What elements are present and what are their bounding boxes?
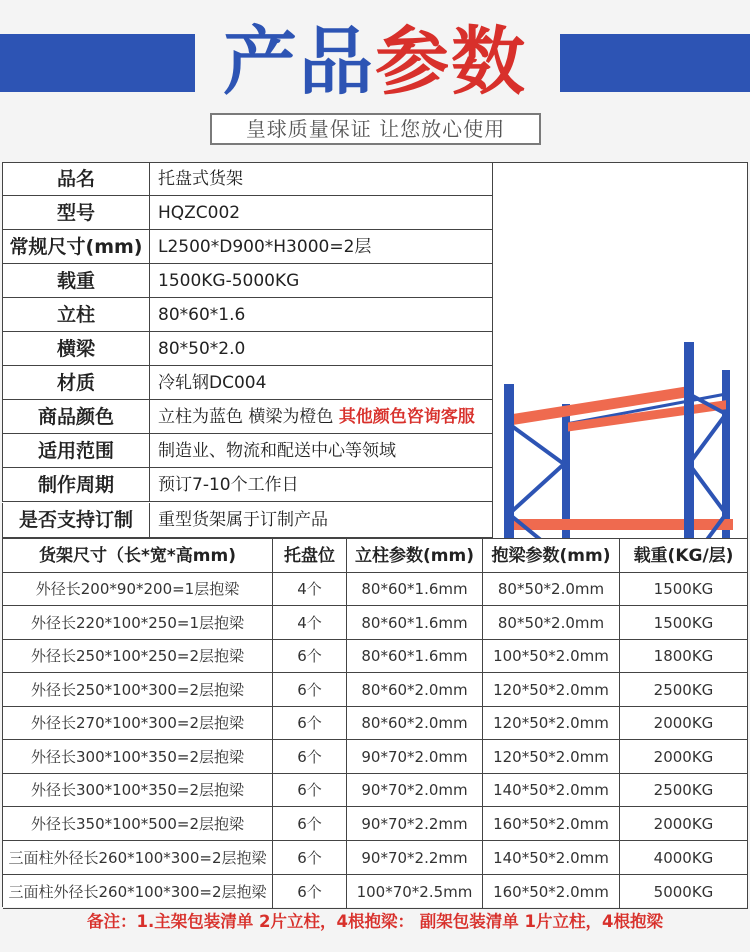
spec-row [2,400,492,434]
table-row [3,606,748,640]
spec-value [158,196,240,229]
page-title [200,14,550,110]
cell-size: 外径长250*100*250=2层抱梁 [3,640,273,672]
spec-label: 是否支持订制 [2,503,150,537]
spec-row [2,468,492,502]
spec-row [2,298,492,332]
cell-beam: 80*50*2.0mm [483,606,620,639]
cell-size: 外径长270*100*300=2层抱梁 [3,707,273,739]
table-row [3,841,748,875]
spec-value [158,264,299,297]
cell-size: 外径长250*100*300=2层抱梁 [3,673,273,706]
size-table-header [3,539,748,573]
spec-value [158,366,266,399]
spec-value [158,468,299,501]
spec-divider [492,162,493,538]
cell-pallet: 6个 [273,774,347,806]
spec-label: 制作周期 [2,468,150,501]
cell-beam: 120*50*2.0mm [483,740,620,773]
cell-beam: 120*50*2.0mm [483,673,620,706]
cell-pallet: 6个 [273,673,347,706]
spec-row [2,264,492,298]
cell-load: 5000KG [620,875,748,908]
header-bar-right [560,34,750,92]
spec-value-text: 立柱为蓝色 横梁为橙色 [158,407,339,427]
header-load: 载重(KG/层) [620,539,748,572]
cell-upright: 80*60*2.0mm [347,707,483,739]
table-row [3,707,748,740]
cell-beam: 140*50*2.0mm [483,774,620,806]
spec-row [2,366,492,400]
spec-label: 材质 [2,366,150,399]
cell-pallet: 4个 [273,573,347,605]
spec-value-text: 制造业、物流和配送中心等领域 [158,441,396,461]
spec-value-text: HQZC002 [158,203,241,223]
cell-pallet: 6个 [273,875,347,908]
cell-size: 外径长220*100*250=1层抱梁 [3,606,273,639]
spec-value [158,162,243,195]
table-row [3,774,748,807]
spec-row [2,162,492,196]
spec-value-text: 重型货架属于订制产品 [158,510,328,530]
spec-value-text: 80*50*2.0 [158,339,246,359]
header-upright: 立柱参数(mm) [347,539,483,572]
title-part2: 参数 [375,19,527,105]
table-row [3,573,748,606]
cell-size: 外径长350*100*500=2层抱梁 [3,807,273,840]
cell-upright: 100*70*2.5mm [347,875,483,908]
cell-upright: 90*70*2.0mm [347,740,483,773]
table-row [3,807,748,841]
cell-size: 三面柱外径长260*100*300=2层抱梁 [3,841,273,874]
spec-row [2,503,492,538]
table-row [3,875,748,909]
spec-value [158,434,396,467]
page-subtitle: 皇球质量保证 让您放心使用 [210,113,541,145]
cell-upright: 80*60*1.6mm [347,640,483,672]
rack-beam-mid-front [508,519,733,530]
cell-size: 三面柱外径长260*100*300=2层抱梁 [3,875,273,908]
cell-upright: 80*60*2.0mm [347,673,483,706]
header-pallet: 托盘位 [273,539,347,572]
cell-load: 2000KG [620,707,748,739]
page-header [0,0,750,160]
spec-value-text: 托盘式货架 [158,169,243,189]
spec-label: 型号 [2,196,150,229]
spec-row [2,230,492,264]
spec-label: 商品颜色 [2,400,150,433]
cell-pallet: 6个 [273,640,347,672]
spec-value-text: 80*60*1.6 [158,305,246,325]
spec-value [158,298,245,331]
table-row [3,740,748,774]
cell-beam: 160*50*2.0mm [483,875,620,908]
spec-label: 立柱 [2,298,150,331]
cell-size: 外径长300*100*350=2层抱梁 [3,774,273,806]
cell-pallet: 4个 [273,606,347,639]
spec-value [158,230,371,263]
cell-size: 外径长300*100*350=2层抱梁 [3,740,273,773]
header-beam: 抱梁参数(mm) [483,539,620,572]
spec-label: 品名 [2,162,150,195]
table-row [3,640,748,673]
spec-value-text: 预订7-10个工作日 [158,475,299,495]
cell-beam: 140*50*2.0mm [483,841,620,874]
spec-right-border [747,162,748,538]
cell-beam: 160*50*2.0mm [483,807,620,840]
spec-value-text: 冷轧钢DC004 [158,373,267,393]
cell-upright: 90*70*2.2mm [347,841,483,874]
spec-label: 常规尺寸(mm) [2,230,150,263]
cell-pallet: 6个 [273,740,347,773]
spec-row [2,332,492,366]
spec-table [2,162,748,538]
spec-label: 横梁 [2,332,150,365]
cell-upright: 90*70*2.0mm [347,774,483,806]
cell-beam: 120*50*2.0mm [483,707,620,739]
cell-pallet: 6个 [273,841,347,874]
cell-pallet: 6个 [273,807,347,840]
spec-value [158,332,245,365]
spec-value-highlight: 其他颜色咨询客服 [338,407,475,427]
cell-size: 外径长200*90*200=1层抱梁 [3,573,273,605]
cell-load: 1500KG [620,573,748,605]
spec-value-text: L2500*D900*H3000=2层 [158,237,372,257]
cell-load: 4000KG [620,841,748,874]
footer-note: 备注：1.主架包装清单 2片立柱，4根抱梁： 副架包装清单 1片立柱，4根抱梁 [87,912,663,931]
spec-value-text: 1500KG-5000KG [158,271,300,291]
cell-load: 1800KG [620,640,748,672]
title-part1: 产品 [223,19,375,105]
size-table [2,538,748,907]
spec-label: 载重 [2,264,150,297]
cell-load: 2000KG [620,740,748,773]
cell-pallet: 6个 [273,707,347,739]
cell-load: 2500KG [620,673,748,706]
table-row [3,673,748,707]
header-bar-left [0,34,195,92]
spec-label: 适用范围 [2,434,150,467]
cell-load: 2500KG [620,774,748,806]
spec-row [2,196,492,230]
cell-upright: 80*60*1.6mm [347,573,483,605]
cell-upright: 90*70*2.2mm [347,807,483,840]
cell-load: 1500KG [620,606,748,639]
cell-load: 2000KG [620,807,748,840]
cell-upright: 80*60*1.6mm [347,606,483,639]
spec-value [158,503,328,537]
header-size: 货架尺寸（长*宽*高mm) [3,539,273,572]
spec-value [158,400,475,433]
spec-row [2,434,492,468]
cell-beam: 80*50*2.0mm [483,573,620,605]
cell-beam: 100*50*2.0mm [483,640,620,672]
